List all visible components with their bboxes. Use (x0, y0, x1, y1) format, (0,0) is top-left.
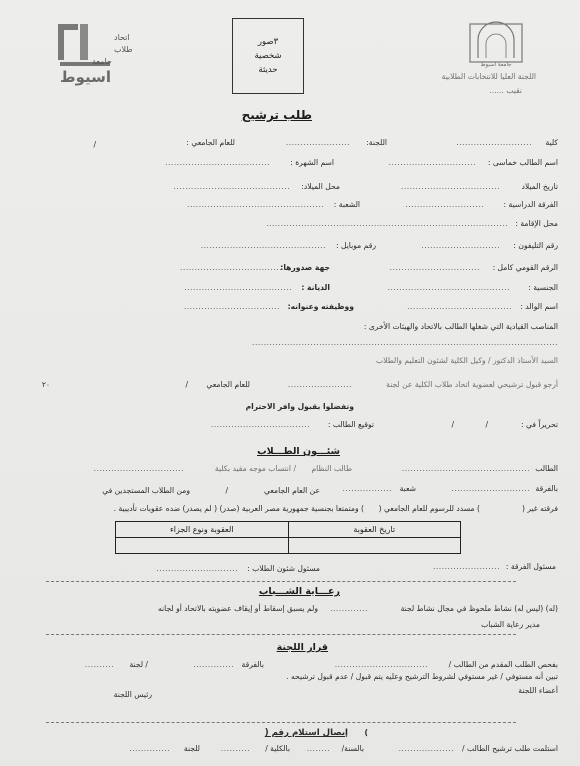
nickname-dots: .................................... (165, 158, 270, 167)
penalties-table (115, 521, 461, 554)
photo-placeholder-box (232, 18, 304, 94)
receipt-committee-label: للجنة (183, 744, 200, 753)
parent-name-dots: .................................... (407, 302, 512, 311)
study-year-label: الفرقة الدراسية : (503, 200, 558, 209)
committee-label: اللجنة: (366, 138, 387, 147)
issuer-dots: ................................... (180, 263, 282, 272)
closing-line: وتفضلوا بقبول وافر الاحترام (245, 402, 354, 411)
receipt-committee-dots: .............. (129, 744, 170, 753)
sa-year-dots: ........................... (451, 484, 530, 493)
nickname-label: اسم الشهرة : (290, 158, 334, 167)
sa-penalty-note: ) ومتمتعا بجنسية جمهورية مصر العربية (صدر) ( لم يصدر) ضده عقوبات تأديبية . (113, 504, 364, 513)
parent-job-dots: ................................. (183, 302, 280, 311)
national-id-dots: ............................... (389, 263, 480, 272)
decision-examine-line: بفحص الطلب المقدم من الطالب / (448, 660, 558, 669)
mobile-label: رقم موبايل : (335, 241, 376, 250)
signature-label: توقيع الطالب : (327, 420, 374, 429)
academic-year-slash: / (93, 140, 96, 149)
college-dots: .......................... (456, 138, 532, 147)
youth-director-label: مدير رعاية الشباب (481, 620, 540, 629)
decision-committee-dots: .......... (84, 660, 114, 669)
academic-year-label: للعام الجامعي : (186, 138, 235, 147)
request-year-prefix: ٢٠ (41, 380, 50, 389)
youth-activity-line: (له) (ليس له) نشاط ملحوظ في مجال نشاط لجنة (400, 604, 558, 613)
decision-committee-label: / لجنة (129, 660, 148, 669)
university-logo-text: جامعة اسيوط (480, 62, 512, 68)
religion-dots: ..................................... (184, 283, 292, 292)
committee-dots: ...................... (285, 138, 350, 147)
decision-year-label: بالفرقة (241, 660, 264, 669)
youth-care-heading: رعـــاية الشـــباب (258, 586, 340, 597)
youth-membership-line: ولم يسبق إسقاط أو إيقاف عضويته بالاتحاد أو لجانه (157, 604, 318, 613)
student-name-label: اسم الطالب خماسى : (487, 158, 558, 167)
receipt-college-dots: .......... (220, 744, 250, 753)
study-year-dots: ........................... (405, 200, 484, 209)
student-name-dots: .............................. (388, 158, 476, 167)
receipt-heading-close: ) (364, 728, 368, 737)
request-body: أرجو قبول ترشيحي لعضوية اتحاد طلاب الكلية عن لجنة (386, 380, 558, 389)
receipt-line: استلمت طلب ترشيح الطالب / (462, 744, 558, 753)
decision-year-dots: .............. (193, 660, 234, 669)
sa-new-students: ومن الطلاب المستجدين في (102, 486, 190, 495)
year-officer-dots: ....................... (432, 562, 500, 571)
written-on-label: تحريراً في : (521, 420, 558, 429)
religion-label: الديانة : (301, 283, 330, 292)
mobile-dots: ........................................... (200, 241, 326, 250)
birth-place-dots: ........................................ (173, 182, 290, 191)
elections-committee-header: اللجنة العليا للانتخابات الطلابية (441, 72, 536, 81)
sa-slash: / (225, 486, 228, 495)
decision-student-dots: ................................ (334, 660, 428, 669)
birth-date-label: تاريخ الميلاد (521, 182, 558, 191)
sa-year-label: بالفرقة (535, 484, 558, 493)
division-label: الشعبة : (333, 200, 360, 209)
issuer-label: جهة صدورها: (280, 263, 330, 272)
penalty-date-cell (288, 538, 461, 554)
form-title: طلب ترشيح (241, 108, 312, 122)
sa-system-label: طالب النظام (311, 464, 352, 473)
phone-label: رقم التليفون : (513, 241, 558, 250)
sa-fees-label: ) مسدد للرسوم للعام الجامعي ( (378, 504, 480, 513)
sa-officer-label: مسئول شئون الطلاب : (247, 564, 320, 573)
logo-text-assiut: اسيوط (60, 68, 111, 86)
committee-members-label: أعضاء اللجنة (518, 686, 558, 695)
committee-chair-label: رئيس اللجنة (113, 690, 152, 699)
division-dots: ............................................... (187, 200, 324, 209)
sa-division-label: شعبة (399, 484, 416, 493)
committee-decision-heading: قرار اللجنة (276, 642, 328, 653)
sa-not-label: فرقته غير ( (521, 504, 558, 513)
request-committee-dots: ...................... (287, 380, 352, 389)
sa-college-dots: ............................... (93, 464, 184, 473)
national-id-label: الرقم القومي كامل : (492, 263, 558, 272)
birth-place-label: محل الميلاد: (301, 182, 340, 191)
photo-line-1: ٣صور (257, 37, 279, 47)
sa-division-dots: ................. (342, 484, 392, 493)
header-sub-line: نقيب ...... (489, 86, 522, 95)
penalty-date-header: تاريخ العقوبة (288, 522, 461, 538)
phone-dots: ........................... (421, 241, 500, 250)
sa-student-dots: ............................................ (401, 464, 530, 473)
leadership-dots: ......................................................................................................... (252, 338, 558, 347)
year-officer-label: مسئول الفرقة : (505, 562, 556, 571)
college-label: كلية (545, 138, 558, 147)
receipt-college-label: بالكلية / (265, 744, 290, 753)
parent-job-label: ووظيفته وعنوانه: (287, 302, 354, 311)
receipt-student-dots: ................... (398, 744, 454, 753)
receipt-year-label: بالسنة/ (341, 744, 364, 753)
sa-year-label-2: عن العام الجامعي (264, 486, 320, 495)
residence-label: محل الإقامة : (515, 219, 558, 228)
written-slash-2: / (451, 420, 454, 429)
logo-text-union: اتحاد (114, 33, 130, 42)
university-logo (460, 22, 532, 68)
sa-student-label: الطالب (535, 464, 558, 473)
logo-text-students: طلاب (114, 45, 133, 54)
photo-line-2: شخصية (254, 51, 282, 61)
photo-line-3: حديثة (258, 65, 278, 75)
penalty-type-cell (116, 538, 289, 554)
penalty-type-header: العقوبة ونوع الجزاء (116, 522, 289, 538)
student-affairs-heading: شئـــون الطـــلاب (257, 446, 340, 457)
birth-date-dots: .................................. (400, 182, 500, 191)
section-divider-3 (46, 722, 516, 723)
written-slash-1: / (485, 420, 488, 429)
dean-address: السيد الأستاذ الدكتور / وكيل الكلية لشئون التعليم والطلاب (376, 356, 558, 365)
signature-dots: .................................. (210, 420, 310, 429)
receipt-year-dots: ........ (306, 744, 330, 753)
logo-text-university: جامعة (92, 57, 112, 66)
leadership-label: المناصب القيادية التي شغلها الطالب بالاتحاد والهيئات الأخرى : (363, 322, 558, 331)
student-union-logo (50, 18, 133, 88)
sa-enrollment-label: / انتساب موجه مقيد بكلية (214, 464, 296, 473)
sa-officer-dots: ............................ (156, 564, 238, 573)
residence-dots: ................................................................................... (266, 219, 508, 228)
nationality-label: الجنسية : (528, 283, 558, 292)
decision-result-line: تبين أنه مستوفي / غير مستوفي لشروط الترشيح وعليه يتم قبول / عدم قبول ترشيحه . (286, 672, 558, 681)
section-divider-1 (46, 581, 516, 582)
nationality-dots: .......................................... (387, 283, 510, 292)
parent-name-label: اسم الوالد : (520, 302, 558, 311)
youth-activity-dots: ............. (330, 604, 368, 613)
receipt-heading: إيصال استلام رقم ( (264, 728, 348, 738)
section-divider-2 (46, 634, 516, 635)
request-year-slash: / (185, 380, 188, 389)
request-year-label: للعام الجامعي (206, 380, 250, 389)
